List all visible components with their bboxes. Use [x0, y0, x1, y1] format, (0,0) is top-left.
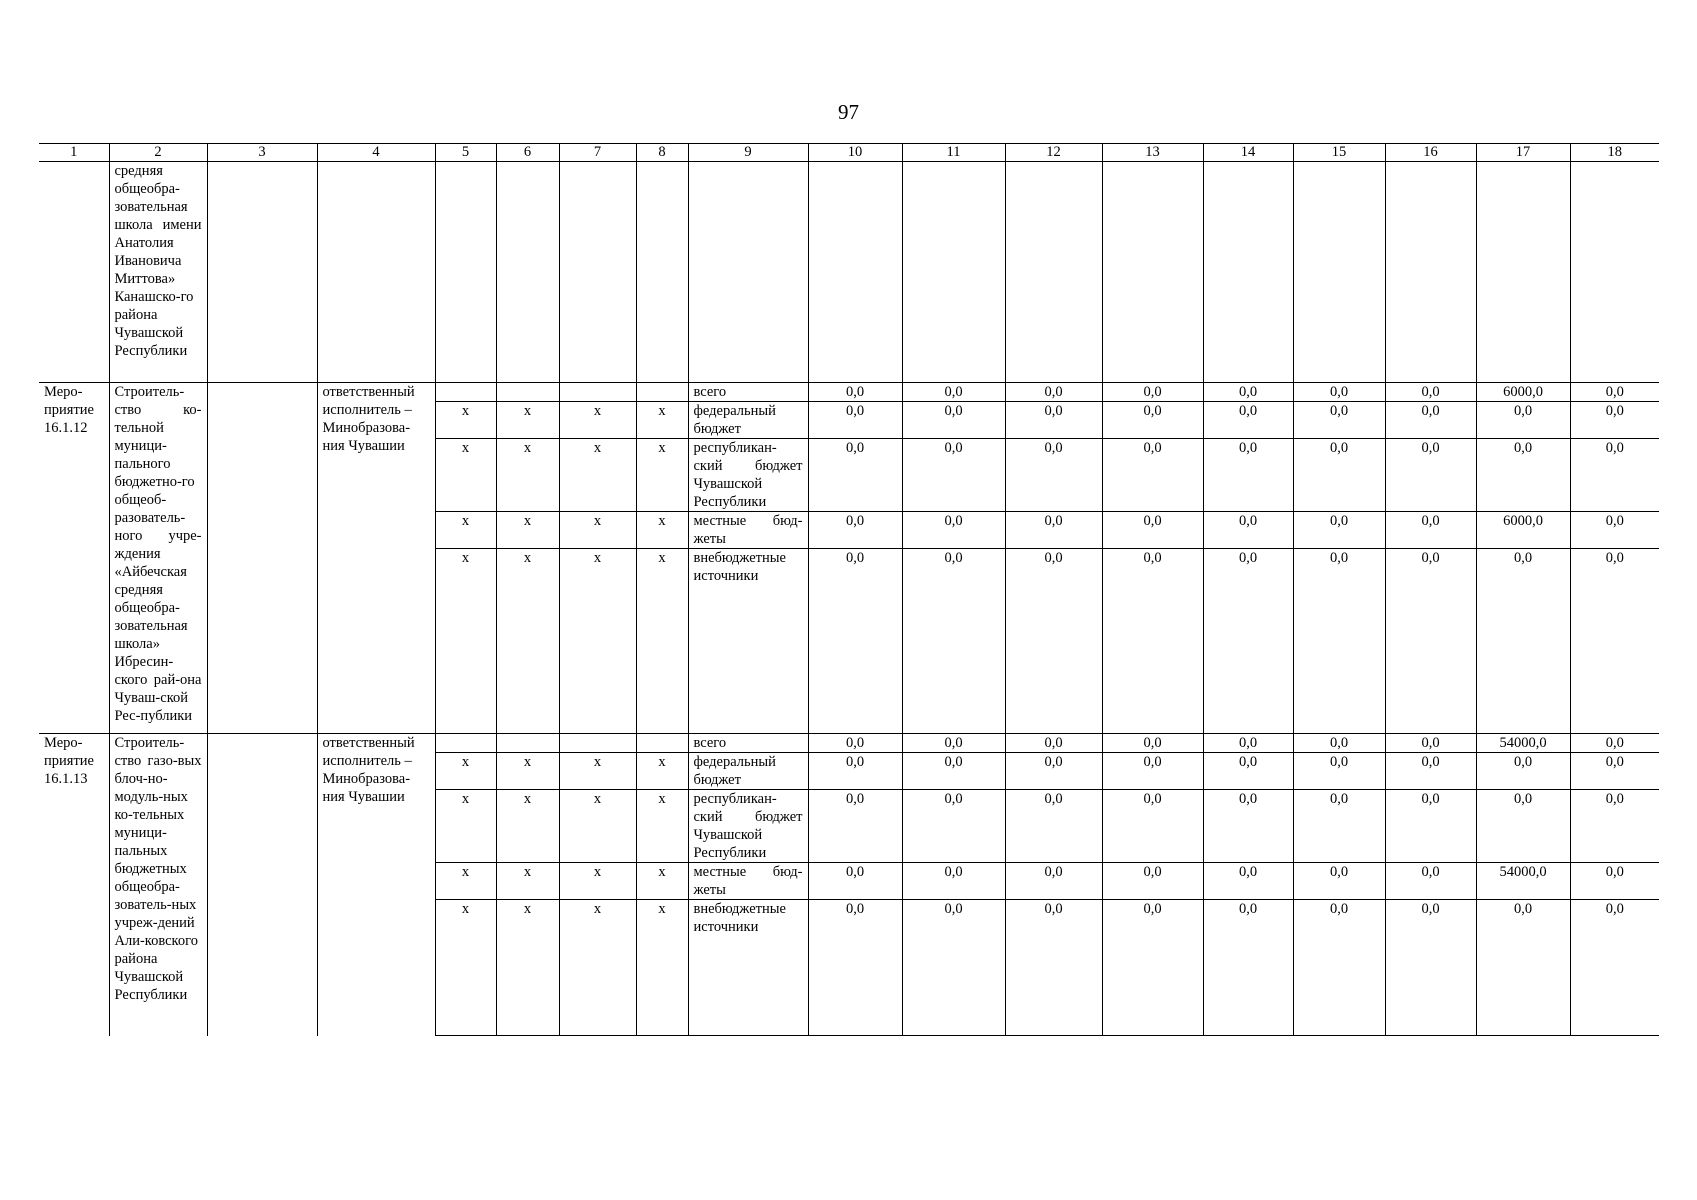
mark-cell-c6: x — [496, 512, 559, 549]
mark-cell-c5: x — [435, 753, 496, 790]
amount-cell: 0,0 — [1005, 790, 1102, 863]
funding-source: республикан-ский бюджет Чувашской Республики — [688, 790, 808, 863]
amount-cell: 0,0 — [808, 863, 902, 900]
amount-cell: 0,0 — [1293, 734, 1385, 753]
amount-cell: 0,0 — [1102, 863, 1203, 900]
amount-cell: 0,0 — [808, 549, 902, 734]
column-header-17: 17 — [1476, 144, 1570, 162]
amount-cell: 0,0 — [902, 549, 1005, 734]
amount-cell: 0,0 — [902, 900, 1005, 1036]
amount-cell: 0,0 — [902, 439, 1005, 512]
amount-cell: 0,0 — [1293, 900, 1385, 1036]
amount-cell: 0,0 — [1102, 439, 1203, 512]
amount-cell: 0,0 — [1005, 734, 1102, 753]
amount-cell: 0,0 — [902, 734, 1005, 753]
amount-cell: 0,0 — [1005, 900, 1102, 1036]
amount-cell: 0,0 — [902, 790, 1005, 863]
amount-cell: 0,0 — [1203, 863, 1293, 900]
column-header-14: 14 — [1203, 144, 1293, 162]
amount-cell: 0,0 — [1203, 383, 1293, 402]
mark-cell-c8 — [636, 734, 688, 753]
activity-executor: ответственный исполнитель – Минобразова-ния Чувашии — [317, 383, 435, 734]
mark-cell-c7: x — [559, 863, 636, 900]
funding-source: внебюджетные источники — [688, 900, 808, 1036]
amount-cell: 0,0 — [1570, 790, 1659, 863]
continuation-row — [39, 162, 1659, 383]
column-header-3: 3 — [207, 144, 317, 162]
column-header-18: 18 — [1570, 144, 1659, 162]
column-header-4: 4 — [317, 144, 435, 162]
column-header-7: 7 — [559, 144, 636, 162]
column-header-12: 12 — [1005, 144, 1102, 162]
funding-source: республикан-ский бюджет Чувашской Республики — [688, 439, 808, 512]
amount-cell: 0,0 — [1102, 753, 1203, 790]
amount-cell: 0,0 — [1293, 549, 1385, 734]
activity-description: Строитель-ство газо-вых блоч-но-модуль-ных ко-тельных муници-пальных бюджетных общеобра-зователь-ных учреж-дений Али-ковского района Чувашской Республики — [109, 734, 207, 1036]
amount-cell: 0,0 — [1385, 863, 1476, 900]
amount-cell: 0,0 — [1102, 900, 1203, 1036]
activity-row — [39, 734, 1659, 753]
amount-cell: 0,0 — [1293, 863, 1385, 900]
amount-cell: 0,0 — [1476, 402, 1570, 439]
amount-cell: 0,0 — [902, 402, 1005, 439]
mark-cell-c7: x — [559, 753, 636, 790]
activity-executor: ответственный исполнитель – Минобразова-ния Чувашии — [317, 734, 435, 1036]
mark-cell-c5 — [435, 734, 496, 753]
mark-cell-c7: x — [559, 402, 636, 439]
mark-cell-c8: x — [636, 439, 688, 512]
mark-cell-c7: x — [559, 512, 636, 549]
amount-cell: 0,0 — [1102, 790, 1203, 863]
amount-cell: 0,0 — [1476, 549, 1570, 734]
amount-cell: 0,0 — [1293, 512, 1385, 549]
column-header-2: 2 — [109, 144, 207, 162]
mark-cell-c8: x — [636, 900, 688, 1036]
mark-cell-c6 — [496, 734, 559, 753]
mark-cell-c8: x — [636, 790, 688, 863]
amount-cell: 0,0 — [1102, 734, 1203, 753]
amount-cell: 0,0 — [808, 439, 902, 512]
amount-cell: 0,0 — [1005, 383, 1102, 402]
mark-cell-c5 — [435, 383, 496, 402]
column-header-16: 16 — [1385, 144, 1476, 162]
mark-cell-c6: x — [496, 900, 559, 1036]
mark-cell-c5: x — [435, 439, 496, 512]
activity-col3 — [207, 383, 317, 734]
mark-cell-c7 — [559, 734, 636, 753]
column-header-9: 9 — [688, 144, 808, 162]
amount-cell: 0,0 — [1570, 512, 1659, 549]
amount-cell: 0,0 — [1203, 512, 1293, 549]
funding-source: внебюджетные источники — [688, 549, 808, 734]
column-header-13: 13 — [1102, 144, 1203, 162]
activity-col3 — [207, 734, 317, 1036]
mark-cell-c5: x — [435, 863, 496, 900]
mark-cell-c6: x — [496, 753, 559, 790]
mark-cell-c7: x — [559, 549, 636, 734]
amount-cell: 0,0 — [1476, 790, 1570, 863]
amount-cell: 0,0 — [1570, 549, 1659, 734]
amount-cell: 0,0 — [1203, 790, 1293, 863]
amount-cell: 0,0 — [1203, 549, 1293, 734]
amount-cell: 0,0 — [1385, 549, 1476, 734]
column-header-1: 1 — [39, 144, 109, 162]
amount-cell: 0,0 — [1570, 439, 1659, 512]
amount-cell: 0,0 — [1385, 512, 1476, 549]
funding-source: всего — [688, 383, 808, 402]
amount-cell: 0,0 — [1570, 734, 1659, 753]
amount-cell: 0,0 — [808, 402, 902, 439]
page-number: 97 — [838, 100, 859, 124]
column-header-5: 5 — [435, 144, 496, 162]
funding-source: федеральный бюджет — [688, 753, 808, 790]
amount-cell: 0,0 — [1005, 512, 1102, 549]
column-header-6: 6 — [496, 144, 559, 162]
amount-cell: 0,0 — [1102, 512, 1203, 549]
mark-cell-c5: x — [435, 900, 496, 1036]
amount-cell: 0,0 — [1570, 402, 1659, 439]
activity-name: Меро-приятие 16.1.13 — [39, 734, 109, 1036]
amount-cell: 0,0 — [1476, 900, 1570, 1036]
amount-cell: 0,0 — [1570, 753, 1659, 790]
amount-cell: 0,0 — [1385, 734, 1476, 753]
amount-cell: 0,0 — [1385, 753, 1476, 790]
amount-cell: 0,0 — [1570, 900, 1659, 1036]
mark-cell-c6 — [496, 383, 559, 402]
amount-cell: 0,0 — [1293, 753, 1385, 790]
amount-cell: 0,0 — [1293, 790, 1385, 863]
amount-cell: 0,0 — [1005, 753, 1102, 790]
mark-cell-c8: x — [636, 863, 688, 900]
amount-cell: 0,0 — [1385, 790, 1476, 863]
amount-cell: 0,0 — [808, 512, 902, 549]
funding-source: местные бюд-жеты — [688, 512, 808, 549]
amount-cell: 0,0 — [808, 734, 902, 753]
amount-cell: 54000,0 — [1476, 863, 1570, 900]
amount-cell: 0,0 — [902, 512, 1005, 549]
activity-description: Строитель-ство ко-тельной муници-пального бюджетно-го общеоб-разователь-ного учре-ждения «Айбечская средняя общеобра-зовательная школа» Ибресин-ского рай-она Чуваш-ской Рес-публики — [109, 383, 207, 734]
amount-cell: 0,0 — [1203, 753, 1293, 790]
amount-cell: 0,0 — [1203, 900, 1293, 1036]
mark-cell-c7 — [559, 383, 636, 402]
amount-cell: 0,0 — [1385, 439, 1476, 512]
funding-source: местные бюд-жеты — [688, 863, 808, 900]
amount-cell: 0,0 — [1005, 549, 1102, 734]
mark-cell-c8: x — [636, 753, 688, 790]
mark-cell-c8: x — [636, 402, 688, 439]
mark-cell-c5: x — [435, 402, 496, 439]
column-header-row — [39, 144, 1659, 162]
amount-cell: 0,0 — [902, 753, 1005, 790]
column-header-8: 8 — [636, 144, 688, 162]
mark-cell-c5: x — [435, 549, 496, 734]
amount-cell: 0,0 — [1293, 402, 1385, 439]
amount-cell: 0,0 — [902, 383, 1005, 402]
funding-source: федеральный бюджет — [688, 402, 808, 439]
amount-cell: 0,0 — [1476, 753, 1570, 790]
amount-cell: 0,0 — [808, 790, 902, 863]
amount-cell: 0,0 — [808, 900, 902, 1036]
amount-cell: 0,0 — [1102, 402, 1203, 439]
amount-cell: 0,0 — [1005, 439, 1102, 512]
column-header-11: 11 — [902, 144, 1005, 162]
amount-cell: 0,0 — [1102, 383, 1203, 402]
mark-cell-c7: x — [559, 900, 636, 1036]
mark-cell-c6: x — [496, 402, 559, 439]
activity-row — [39, 383, 1659, 402]
amount-cell: 0,0 — [1203, 439, 1293, 512]
amount-cell: 0,0 — [1385, 383, 1476, 402]
mark-cell-c6: x — [496, 790, 559, 863]
amount-cell: 6000,0 — [1476, 383, 1570, 402]
amount-cell: 0,0 — [1570, 383, 1659, 402]
mark-cell-c6: x — [496, 439, 559, 512]
activity-name: Меро-приятие 16.1.12 — [39, 383, 109, 734]
mark-cell-c6: x — [496, 863, 559, 900]
amount-cell: 0,0 — [808, 383, 902, 402]
amount-cell: 0,0 — [1203, 734, 1293, 753]
amount-cell: 0,0 — [1005, 863, 1102, 900]
amount-cell: 6000,0 — [1476, 512, 1570, 549]
amount-cell: 0,0 — [808, 753, 902, 790]
amount-cell: 0,0 — [1293, 383, 1385, 402]
mark-cell-c5: x — [435, 790, 496, 863]
amount-cell: 0,0 — [1293, 439, 1385, 512]
budget-table — [39, 143, 1659, 1036]
amount-cell: 0,0 — [1385, 900, 1476, 1036]
amount-cell: 0,0 — [1005, 402, 1102, 439]
mark-cell-c8: x — [636, 549, 688, 734]
amount-cell: 54000,0 — [1476, 734, 1570, 753]
continuation-description: средняя общеобра-зовательная школа имени Анатолия Ивановича Миттова» Канашско-го района Чувашской Республики — [109, 162, 207, 383]
mark-cell-c6: x — [496, 549, 559, 734]
amount-cell: 0,0 — [1570, 863, 1659, 900]
mark-cell-c7: x — [559, 790, 636, 863]
mark-cell-c7: x — [559, 439, 636, 512]
amount-cell: 0,0 — [1476, 439, 1570, 512]
mark-cell-c8: x — [636, 512, 688, 549]
mark-cell-c5: x — [435, 512, 496, 549]
funding-source: всего — [688, 734, 808, 753]
amount-cell: 0,0 — [1203, 402, 1293, 439]
amount-cell: 0,0 — [902, 863, 1005, 900]
amount-cell: 0,0 — [1385, 402, 1476, 439]
mark-cell-c8 — [636, 383, 688, 402]
column-header-10: 10 — [808, 144, 902, 162]
amount-cell: 0,0 — [1102, 549, 1203, 734]
column-header-15: 15 — [1293, 144, 1385, 162]
